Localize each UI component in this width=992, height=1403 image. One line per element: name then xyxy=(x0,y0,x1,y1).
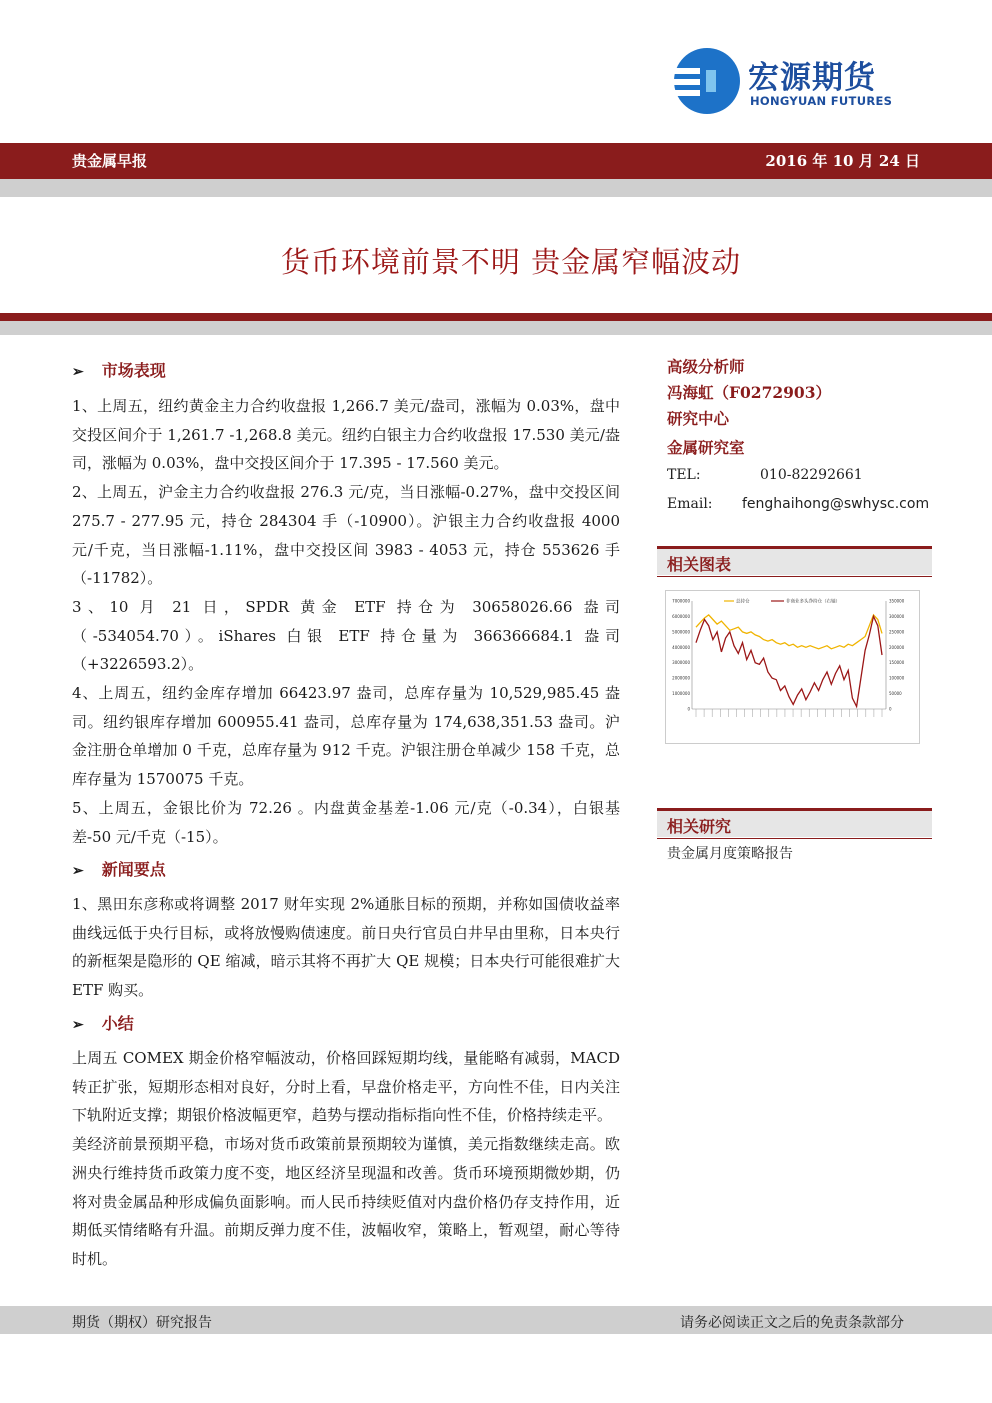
market-body xyxy=(72,392,620,851)
title-divider xyxy=(0,313,992,321)
news-paragraph-1: 1、黑田东彦称或将调整 2017 财年实现 2%通胀目标的预期，并称如国债收益率曲线远低于央行目标，或将放慢购债速度。前日央行官员白井早由里称，日本央行的新框架是隐形的 QE 缩减，暗示其将不再扩大 QE 规模；日本央行可能很难扩大 ETF 购买。 xyxy=(72,895,620,1000)
market-paragraph-4: 4、上周五，纽约金库存增加 66423.97 盎司，总库存量为 10,529,985.45 盎司。纽约银库存增加 600955.41 盎司，总库存量为 174,638,351.53 盎司。沪金注册仓单增加 0 千克，总库存量为 912 千克。沪银注册仓单减少 158 千克，总库存量为 1570075 千克。 xyxy=(72,684,620,789)
section-heading-market: ➢ 市场表现 xyxy=(72,361,166,380)
logo-mark-icon xyxy=(672,46,742,116)
arrow-bullet-icon: ➢ xyxy=(72,1017,84,1033)
logo-name-en: HONGYUAN FUTURES xyxy=(750,94,893,108)
dept-metals-lab: 金属研究室 xyxy=(667,438,745,457)
logo-name-cn: 宏源期货 xyxy=(748,60,876,96)
report-title: 货币环境前景不明 贵金属窄幅波动 xyxy=(280,245,742,279)
analyst-name: 冯海虹（F0272903） xyxy=(667,383,831,402)
arrow-bullet-icon: ➢ xyxy=(72,863,84,879)
chart-right-tick-label: 350000 xyxy=(889,598,905,604)
chart-heading-rule xyxy=(657,576,932,577)
chart-left-tick-label: 5000000 xyxy=(672,629,690,635)
market-paragraph-1: 1、上周五，纽约黄金主力合约收盘报 1,266.7 美元/盎司，涨幅为 0.03%，盘中交投区间介于 1,261.7 -1,268.8 美元。纽约白银主力合约收盘报 17.530 美元/盎司，涨幅为 0.03%，盘中交投区间介于 17.395 - 17.560 美元。 xyxy=(72,397,620,473)
chart-left-tick-label: 6000000 xyxy=(672,613,690,619)
footer-left: 期货（期权）研究报告 xyxy=(72,1315,212,1331)
email-label: Email: xyxy=(667,496,713,512)
chart-left-tick-label: 7000000 xyxy=(672,598,690,604)
positions-chart xyxy=(665,590,920,744)
chart-legend-label-total: 总持仓 xyxy=(736,599,750,605)
research-heading-rule xyxy=(657,838,932,839)
chart-right-tick-label: 100000 xyxy=(889,675,905,681)
chart-right-tick-label: 50000 xyxy=(889,691,902,697)
summary-paragraph-2: 美经济前景预期平稳，市场对货币政策前景预期较为谨慎，美元指数继续走高。欧洲央行维持货币政策力度不变，地区经济呈现温和改善。货币环境预期微妙期，仍将对贵金属品种形成偏负面影响。而人民币持续贬值对内盘价格仍存支持作用，近期低买情绪略有升温。前期反弹力度不佳，波幅收窄，策略上，暂观望，耐心等待时机。 xyxy=(72,1135,620,1268)
related-report-link[interactable]: 贵金属月度策略报告 xyxy=(667,846,793,862)
chart-right-tick-label: 250000 xyxy=(889,629,905,635)
research-heading: 相关研究 xyxy=(667,817,732,836)
chart-heading-box xyxy=(657,549,932,575)
chart-left-tick-label: 0 xyxy=(687,706,690,712)
report-date: 2016 年 10 月 24 日 xyxy=(765,152,920,170)
report-type: 贵金属早报 xyxy=(72,152,148,170)
chart-left-tick-label: 3000000 xyxy=(672,660,690,666)
chart-left-tick-label: 4000000 xyxy=(672,644,690,650)
arrow-bullet-icon: ➢ xyxy=(72,364,84,380)
news-body xyxy=(72,890,620,1005)
tel-label: TEL: xyxy=(667,467,701,483)
section-heading-summary: ➢ 小结 xyxy=(72,1014,134,1033)
chart-heading: 相关图表 xyxy=(667,555,732,574)
dept-research-center: 研究中心 xyxy=(667,409,730,428)
email-link[interactable]: fenghaihong@swhysc.com xyxy=(742,496,930,512)
title-divider-shade xyxy=(0,321,992,335)
chart-left-tick-label: 1000000 xyxy=(672,691,690,697)
market-paragraph-3: 3、10 月 21 日，SPDR 黄金 ETF 持仓为 30658026.66 盎司（-534054.70）。iShares 白银 ETF 持仓量为 366366684.1 盎司（+3226593.2）。 xyxy=(72,597,620,674)
analyst-title: 高级分析师 xyxy=(667,357,745,376)
summary-paragraph-1: 上周五 COMEX 期金价格窄幅波动，价格回踩短期均线，量能略有减弱，MACD 转正扩张，短期形态相对良好，分时上看，早盘价格走平，方向性不佳，日内关注下轨附近支撑；期银价格波幅更窄，趋势与摆动指标指向性不佳，价格持续走平。 xyxy=(72,1049,620,1125)
tel-value: 010-82292661 xyxy=(760,467,863,483)
chart-series-line-1 xyxy=(696,616,882,706)
company-logo xyxy=(672,46,922,116)
chart-legend-label-net: 非商业多头净持仓（右轴） xyxy=(786,599,840,605)
chart-right-tick-label: 150000 xyxy=(889,660,905,666)
header-band-shade xyxy=(0,179,992,197)
chart-right-tick-label: 200000 xyxy=(889,644,905,650)
chart-right-tick-label: 0 xyxy=(889,706,892,712)
summary-body xyxy=(72,1044,620,1274)
research-heading-box xyxy=(657,811,932,837)
market-paragraph-5: 5、上周五，金银比价为 72.26 。内盘黄金基差-1.06 元/克（-0.34），白银基差-50 元/千克（-15）。 xyxy=(72,798,620,846)
market-paragraph-2: 2、上周五，沪金主力合约收盘报 276.3 元/克，当日涨幅-0.27%，盘中交投区间 275.7 - 277.95 元，持仓 284304 手（-10900）。沪银主力合约收盘报 4000 元/千克，当日涨幅-1.11%，盘中交投区间 3983 - 4053 元，持仓 553626 手（-11782）。 xyxy=(72,483,620,588)
chart-right-tick-label: 300000 xyxy=(889,613,905,619)
chart-left-tick-label: 2000000 xyxy=(672,675,690,681)
section-heading-news: ➢ 新闻要点 xyxy=(72,860,166,879)
footer-disclaimer: 请务必阅读正文之后的免责条款部分 xyxy=(680,1315,904,1331)
positions-chart-svg xyxy=(666,591,919,743)
